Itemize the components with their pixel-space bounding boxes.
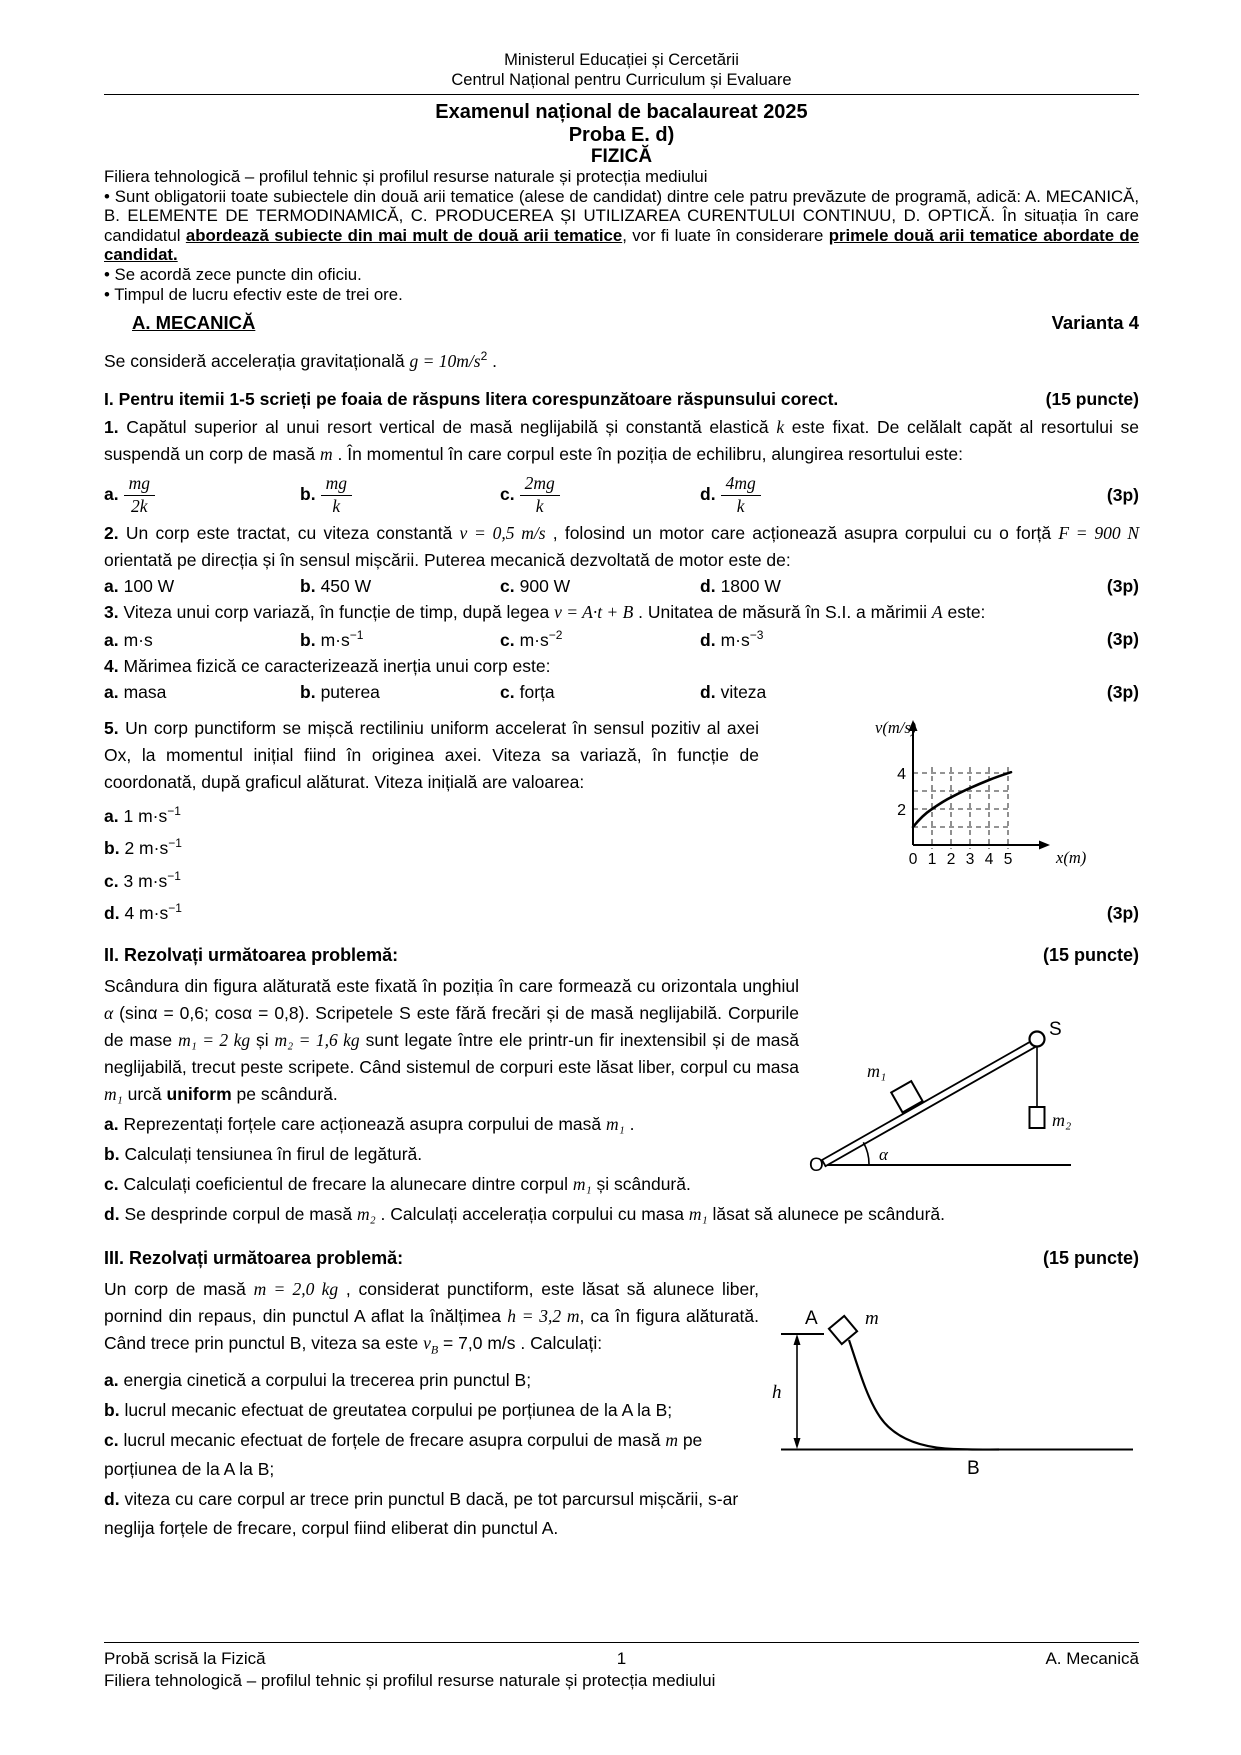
q2-option-b: b. 450 W bbox=[300, 576, 372, 597]
angle-arc bbox=[863, 1143, 869, 1165]
q5-block bbox=[104, 713, 1139, 895]
label-B: B bbox=[967, 1458, 980, 1480]
part2-item-b: b. Calculați tensiunea în firul de legătură. bbox=[104, 1144, 423, 1165]
q3-number: 3. bbox=[104, 602, 119, 623]
q1-option-b: b. $\frac{mg}{k}$ bbox=[300, 474, 500, 516]
height-arrow-bottom bbox=[794, 1438, 801, 1449]
incline-figure bbox=[809, 1001, 1139, 1184]
x-tick-5: 5 bbox=[1003, 851, 1013, 868]
x-tick-3: 3 bbox=[965, 851, 975, 868]
mass-formula: m = 2,0 kg bbox=[253, 1279, 339, 1300]
part2-item-d: d. Se desprinde corpul de masă m₂ . Calculați accelerația corpului cu masa m₁ lăsat să alunece pe scândură. bbox=[104, 1204, 945, 1225]
q2-option-a: a. 100 W bbox=[104, 576, 175, 597]
gravity-formula: g = 10m/s bbox=[409, 350, 481, 371]
footer-page-number: 1 bbox=[616, 1649, 627, 1668]
label-m1: m₁ bbox=[867, 1061, 887, 1082]
part3-body bbox=[104, 1274, 1139, 1544]
q1-var-k: k bbox=[776, 416, 785, 437]
vb-symbol: v bbox=[423, 1333, 431, 1354]
q4-options bbox=[104, 682, 1139, 703]
pulley-icon bbox=[1030, 1032, 1045, 1047]
part2-problem-text: Scândura din figura alăturată este fixată în poziția în care formează cu orizontala unghiul α (sinα = 0,6; cosα = 0,8). Scripetele S este fără frecări și de masă neglijabilă. Corpurile de mase m₁ = 2 kg și m₂ = 1,6 kg sunt legate între ele printr-un fir inextensibil și de masă neglijabilă, trecut peste scripete. Când sistemul de corpuri este lăsat liber, corpul cu masa m₁ urcă uniform pe scândură. bbox=[104, 976, 799, 1105]
y-axis-label: v(m/s) bbox=[875, 718, 917, 737]
gravity-text: Se consideră accelerația gravitațională bbox=[104, 350, 410, 371]
center-line: Centrul Național pentru Curriculum și Evaluare bbox=[451, 71, 792, 89]
q5-option-b: b. 2 $m\cdot s^{-1}$ bbox=[104, 836, 182, 859]
part2-heading bbox=[104, 941, 1139, 969]
gravity-period: . bbox=[487, 350, 498, 371]
rules-bullet-2: • Se acordă zece puncte din oficiu. bbox=[104, 265, 1139, 285]
q1-text: este fixat. De celălalt capăt al resortului se suspendă un corp de masă bbox=[104, 416, 1139, 464]
q3-points: (3p) bbox=[1106, 629, 1139, 650]
q4-option-b: b. puterea bbox=[300, 682, 380, 702]
slope-figure bbox=[767, 1308, 1139, 1491]
rule-text: , vor fi luate în considerare bbox=[622, 225, 829, 245]
q4-stem: 4. Mărimea fizică ce caracterizează inerția unui corp este: bbox=[104, 656, 551, 676]
footer-line2: Filiera tehnologică – profilul tehnic și profilul resurse naturale și protecția mediului bbox=[104, 1671, 716, 1690]
q5-option-d: d. 4 $m\cdot s^{-1}$ bbox=[104, 900, 182, 923]
part1-heading-text: I. Pentru itemii 1-5 scrieți pe foaia de răspuns litera corespunzătoare răspunsului corect. bbox=[104, 388, 839, 409]
part3-item-c: c. lucrul mecanic efectuat de forțele de frecare asupra corpului de masă m pe porțiunea de la A la B; bbox=[104, 1429, 703, 1479]
y-tick-4: 4 bbox=[897, 766, 906, 783]
q5-option-d-row bbox=[104, 895, 1139, 927]
intro-block bbox=[104, 167, 1139, 304]
part2-item-a: a. Reprezentați forțele care acționează asupra corpului de masă m₁ . bbox=[104, 1114, 635, 1135]
x-axis-arrow bbox=[1039, 841, 1050, 850]
part3-item-b: b. lucrul mecanic efectuat de greutatea corpului pe porțiunea de la A la B; bbox=[104, 1399, 673, 1420]
rules-bullet-3: • Timpul de lucru efectiv este de trei ore. bbox=[104, 285, 1139, 305]
part3-item-a: a. energia cinetică a corpului la trecerea prin punctul B; bbox=[104, 1369, 532, 1390]
x-tick-1: 1 bbox=[927, 851, 937, 868]
x-tick-0: 0 bbox=[908, 851, 918, 868]
q2-formula-v: v = 0,5 m/s bbox=[459, 523, 546, 544]
q4-number: 4. bbox=[104, 656, 119, 676]
section-a-row bbox=[104, 312, 1139, 334]
label-h: h bbox=[772, 1382, 782, 1404]
q3-option-b: b. $m\cdot s^{-1}$ bbox=[300, 628, 364, 650]
alpha-symbol: α bbox=[104, 1003, 114, 1024]
q1-text: . În momentul în care corpul este în poziția de echilibru, alungirea resortului este: bbox=[332, 443, 963, 464]
fraction: $\frac{mg}{2k}$ bbox=[124, 474, 155, 516]
q4-option-a: a. masa bbox=[104, 682, 167, 702]
slope-curve bbox=[849, 1340, 999, 1450]
fraction: $\frac{2mg}{k}$ bbox=[520, 474, 560, 516]
q3-option-d: d. $m\cdot s^{-3}$ bbox=[700, 628, 764, 650]
velocity-curve bbox=[913, 772, 1011, 827]
velocity-graph bbox=[873, 713, 1113, 895]
page-footer bbox=[104, 1642, 1139, 1692]
uniform-emphasis: uniform bbox=[166, 1084, 232, 1105]
part2-item-c: c. Calculați coeficientul de frecare la alunecare dintre corpul m₁ și scândură. bbox=[104, 1174, 691, 1195]
q3-option-a: a. m·s bbox=[104, 630, 153, 650]
rule-underlined-1: abordează subiecte din mai mult de două arii tematice bbox=[185, 225, 623, 245]
part3-heading bbox=[104, 1244, 1139, 1272]
q4-points: (3p) bbox=[1106, 682, 1139, 702]
q4-option-d: d. viteza bbox=[700, 682, 767, 702]
q1-option-d: d. $\frac{4mg}{k}$ bbox=[700, 474, 1087, 516]
part3-problem-text: Un corp de masă m = 2,0 kg , considerat punctiform, este lăsat să alunece liber, pornind din repaus, din punctul A aflat la înălțimea h = 3,2 m, ca în figura alăturată. Când trece prin punctul B, viteza sa este $v_B = 7,0$ m/s . Calculați: bbox=[104, 1279, 760, 1357]
q3-var-a: A bbox=[931, 602, 943, 623]
q1-stem bbox=[104, 414, 1139, 468]
part1-points: (15 puncte) bbox=[1045, 388, 1139, 409]
q3-options bbox=[104, 628, 1139, 651]
q2-number: 2. bbox=[104, 523, 119, 544]
filiera-line: Filiera tehnologică – profilul tehnic și profilul resurse naturale și protecția mediului bbox=[104, 167, 708, 186]
height-formula: h = 3,2 m bbox=[507, 1306, 580, 1327]
q3-stem: 3. Viteza unui corp variază, în funcție de timp, după legea v = A·t + B . Unitatea de măsură în S.I. a mărimii A este: bbox=[104, 602, 986, 623]
block-m bbox=[829, 1316, 857, 1344]
mass1-formula: m₁ = 2 kg bbox=[178, 1030, 251, 1051]
proba-title: Proba E. d) bbox=[568, 124, 675, 146]
q2-stem: 2. Un corp este tractat, cu viteza constantă v = 0,5 m/s , folosind un motor care acționează asupra corpului cu o forță F = 900 N orientată pe direcția și în sensul mișcării. Puterea mecanică dezvoltată de motor este de: bbox=[104, 523, 1140, 571]
height-arrow-top bbox=[794, 1334, 801, 1345]
variant-label: Varianta 4 bbox=[1051, 312, 1139, 334]
q5-option-a: a. 1 $m\cdot s^{-1}$ bbox=[104, 804, 181, 826]
q2-options bbox=[104, 576, 1139, 597]
q2-points: (3p) bbox=[1106, 576, 1139, 597]
section-a-title: A. MECANICĂ bbox=[132, 312, 256, 334]
q4-option-c: c. forța bbox=[500, 682, 555, 702]
x-tick-4: 4 bbox=[984, 851, 994, 868]
rule-underlined-2: primele două arii tematice abordate de candidat. bbox=[104, 225, 1139, 265]
label-S: S bbox=[1049, 1019, 1062, 1041]
q2-option-c: c. 900 W bbox=[500, 576, 571, 597]
part3-points: (15 puncte) bbox=[1042, 1248, 1139, 1269]
q5-option-c: c. 3 $m\cdot s^{-1}$ bbox=[104, 868, 181, 891]
ministry-line: Ministerul Educației și Cercetării bbox=[504, 51, 739, 69]
mass1-symbol: m₁ bbox=[104, 1084, 123, 1105]
label-m: m bbox=[865, 1308, 879, 1330]
mass2-formula: m₂ = 1,6 kg bbox=[274, 1030, 360, 1051]
label-O: O bbox=[809, 1155, 824, 1177]
label-m2: m₂ bbox=[1052, 1110, 1072, 1131]
part1-heading bbox=[104, 386, 1139, 412]
q1-text: Capătul superior al unui resort vertical de masă neglijabilă și constantă elastică bbox=[126, 416, 777, 437]
q1-var-m: m bbox=[319, 443, 333, 464]
part2-points: (15 puncte) bbox=[1042, 945, 1139, 966]
block-m2 bbox=[1030, 1107, 1045, 1128]
plank bbox=[822, 1041, 1035, 1166]
part2-heading-text: II. Rezolvați următoarea problemă: bbox=[104, 945, 399, 966]
part3-heading-text: III. Rezolvați următoarea problemă: bbox=[104, 1248, 404, 1269]
q1-points: (3p) bbox=[1106, 484, 1139, 505]
gravity-exponent: 2 bbox=[480, 349, 488, 364]
part3-item-d: d. viteza cu care corpul ar trece prin punctul B dacă, pe tot parcursul mișcării, s-ar neglija forțele de frecare, corpul fiind eliberat din punctul A. bbox=[104, 1488, 739, 1538]
label-alpha: α bbox=[879, 1145, 888, 1165]
q1-option-c: c. $\frac{2mg}{k}$ bbox=[500, 474, 700, 516]
x-axis-label: x(m) bbox=[1056, 848, 1087, 867]
y-tick-2: 2 bbox=[897, 802, 906, 819]
rule-text: Sunt obligatorii toate subiectele din două arii tematice (alese de candidat) dintre cele patru prevăzute de programă, adică: A. MECANICĂ, B. ELEMENTE DE TERMODINAMICĂ, C. PRODUCEREA ȘI UTILIZAREA CURENTULUI CONTINUU, D. OPTICĂ. În situația în care candidatul bbox=[104, 186, 1140, 245]
q1-option-a: a. $\frac{mg}{2k}$ bbox=[104, 474, 300, 516]
q5-points: (3p) bbox=[1106, 902, 1139, 923]
fraction: $\frac{mg}{k}$ bbox=[321, 474, 352, 516]
footer-right: A. Mecanică bbox=[1045, 1649, 1139, 1668]
gravity-note bbox=[104, 343, 1139, 374]
q3-formula: v = A·t + B bbox=[554, 602, 634, 623]
q1-number: 1. bbox=[104, 416, 119, 437]
q1-options bbox=[104, 474, 1139, 516]
part2-body bbox=[104, 971, 1139, 1230]
q2-option-d: d. 1800 W bbox=[700, 576, 781, 597]
q5-stem: 5. Un corp punctiform se mișcă rectiliniu uniform accelerat în sensul pozitiv al axei Ox, la momentul inițial fiind în originea axei. Viteza sa variază, în funcție de coordonată, după graficul alăturat. Viteza inițială are valoarea: bbox=[104, 718, 759, 792]
label-A: A bbox=[805, 1308, 818, 1330]
fraction: $\frac{4mg}{k}$ bbox=[721, 474, 761, 516]
rules-bullet-1 bbox=[104, 187, 1139, 265]
ministry-header bbox=[104, 50, 1139, 95]
q3-option-c: c. $m\cdot s^{-2}$ bbox=[500, 628, 563, 650]
x-tick-2: 2 bbox=[946, 851, 956, 868]
subject-title: FIZICĂ bbox=[590, 146, 653, 167]
footer-left: Probă scrisă la Fizică bbox=[104, 1649, 266, 1668]
q5-number: 5. bbox=[104, 718, 119, 738]
q2-formula-f: F = 900 N bbox=[1058, 523, 1140, 544]
exam-title: Examenul național de bacalaureat 2025 bbox=[435, 101, 808, 123]
